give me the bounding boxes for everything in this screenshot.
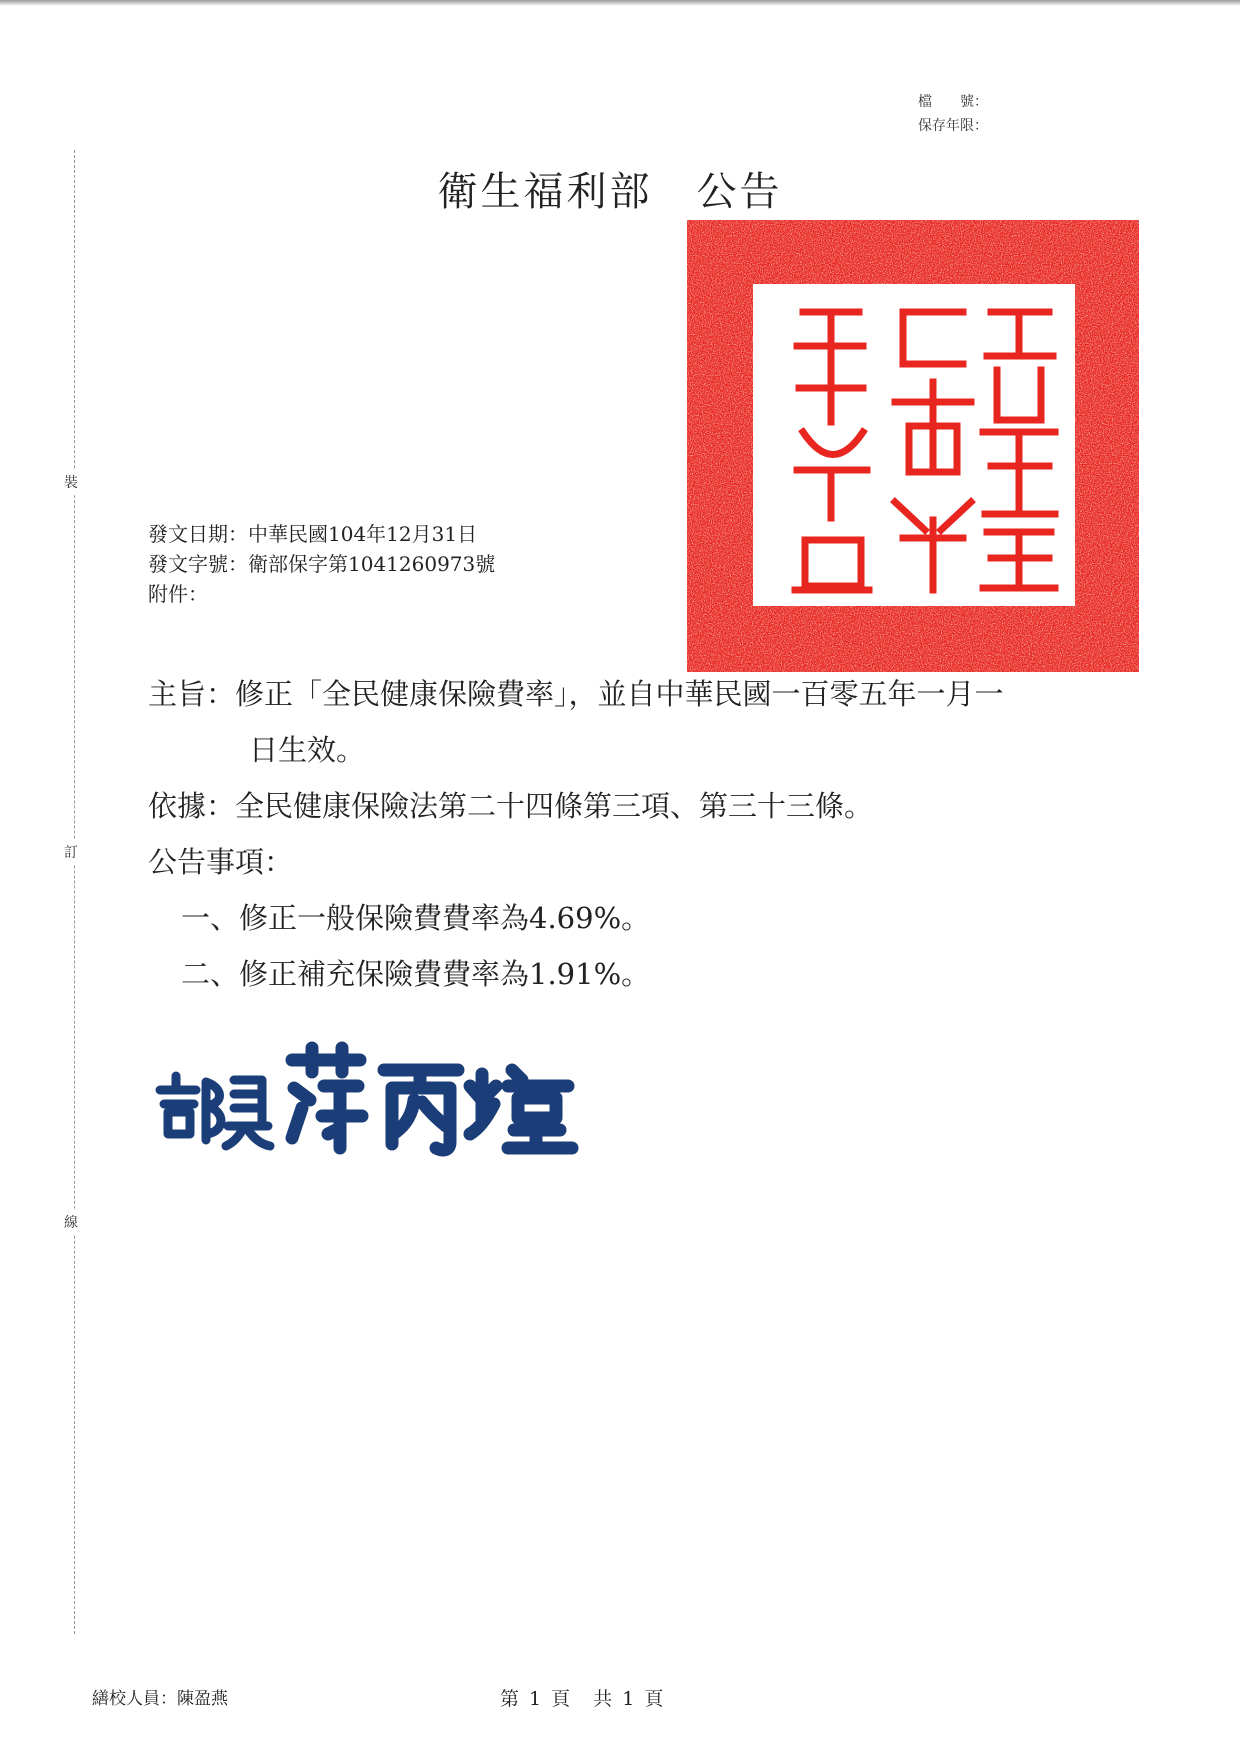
announcement-item-2: 二、修正補充保險費費率為1.91%。 [181, 957, 651, 991]
official-seal [687, 220, 1139, 672]
announcement-items-label: 公告事項： [148, 845, 294, 879]
issue-number: 發文字號：衛部保字第1041260973號 [148, 552, 496, 576]
proofreader-label: 繕校人員：陳盈燕 [92, 1689, 228, 1709]
attachment-label: 附件： [148, 582, 208, 606]
binding-mark-ding: 訂 [64, 840, 78, 864]
announcement-item-1: 一、修正一般保險費費率為4.69%。 [181, 901, 651, 935]
binding-mark-xian: 線 [64, 1210, 78, 1234]
issue-info [148, 519, 495, 609]
legal-basis: 依據：全民健康保險法第二十四條第三項、第三十三條。 [148, 789, 874, 823]
title-doc-type: 公告 [696, 169, 783, 215]
page-number: 第 1 頁 共 1 頁 [500, 1688, 666, 1710]
retention-period-label: 保存年限： [918, 118, 988, 134]
scan-top-shadow [0, 0, 1240, 6]
file-number-label: 檔 號： [918, 94, 988, 110]
subject-line-2: 日生效。 [249, 733, 366, 767]
title-organization: 衛生福利部 [437, 169, 653, 215]
signature-strokes [160, 1048, 572, 1150]
subject-line-1: 主旨：修正「全民健康保險費率」，並自中華民國一百零五年一月一 [148, 677, 1004, 711]
archive-meta [918, 90, 988, 138]
minister-signature [152, 1030, 632, 1160]
issue-date: 發文日期：中華民國104年12月31日 [148, 522, 478, 546]
binding-mark-zhuang: 裝 [64, 470, 78, 494]
binding-line [74, 150, 75, 1634]
page-title [0, 160, 1220, 217]
